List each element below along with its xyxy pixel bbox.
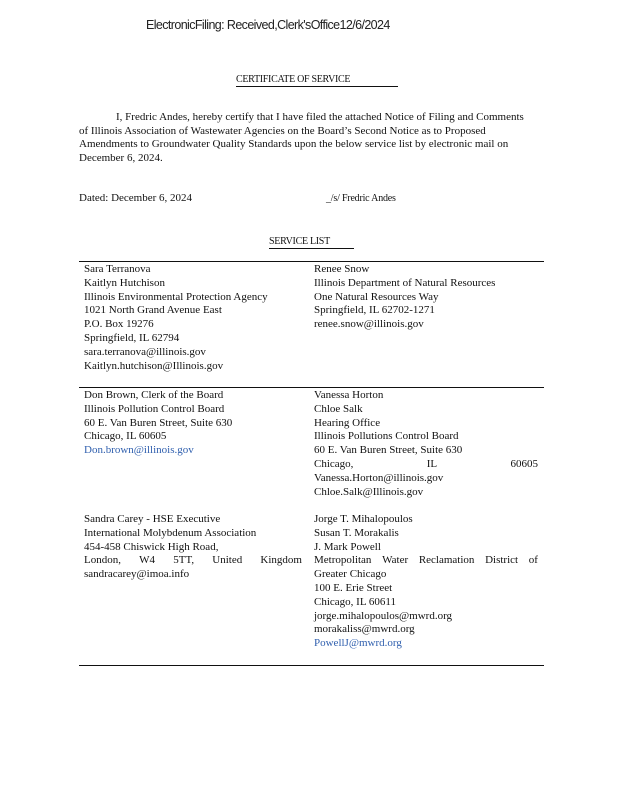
spread-word: United [212, 554, 243, 567]
email: Chloe.Salk@Illinois.gov [314, 485, 424, 498]
spread-word: Chicago, [314, 457, 354, 470]
contact-name: Renee Snow [314, 263, 370, 275]
address-line: 454-458 Chiswick High Road, [84, 540, 219, 553]
organization: International Molybdenum Association [84, 526, 257, 539]
organization [314, 554, 538, 568]
divider [79, 665, 544, 666]
address-line: Chicago, IL 60605 [84, 430, 167, 443]
spread-word: Reclamation [418, 554, 475, 567]
department: Hearing Office [314, 416, 381, 429]
organization: Illinois Environmental Protection Agency [84, 290, 268, 303]
address-line: P.O. Box 19276 [84, 318, 154, 331]
spread-word: Kingdom [260, 554, 302, 567]
contact-name: Sandra Carey - HSE Executive [84, 513, 221, 525]
service-entry-pcb-clerk [84, 389, 306, 458]
address-line: 60 E. Van Buren Street, Suite 630 [84, 416, 233, 429]
organization: Illinois Department of Natural Resources [314, 276, 496, 289]
service-entry-idnr [314, 263, 538, 332]
spread-word: London, [84, 554, 121, 567]
certificate-title: CERTIFICATE OF SERVICE [236, 73, 398, 87]
address-line: 60 E. Van Buren Street, Suite 630 [314, 444, 463, 457]
spread-word: 5TT, [173, 554, 195, 567]
address-line: 100 E. Erie Street [314, 581, 393, 594]
email: morakaliss@mwrd.org [314, 623, 415, 636]
email: renee.snow@illinois.gov [314, 318, 424, 331]
spread-word: 60605 [510, 457, 538, 470]
certification-text: I, Fredric Andes, hereby certify that I have filed the attached Notice of Filing and Comments of Illinois Association of Wastewater Agencies on the Board’s Second Notice as to Proposed Amendments to Groundwater Quality Standards upon the below service list by electronic mail on December 6, 2024. [79, 111, 524, 164]
spread-word: of [528, 554, 538, 567]
dated-line: Dated: December 6, 2024 [79, 192, 193, 204]
spread-word: IL [426, 457, 438, 470]
contact-name: Chloe Salk [314, 402, 363, 415]
divider [79, 261, 544, 262]
email-link[interactable]: PowellJ@mwrd.org [314, 637, 402, 650]
service-entry-pcb-hearing [314, 389, 538, 499]
address-line: Springfield, IL 62702-1271 [314, 304, 435, 317]
organization: Greater Chicago [314, 568, 387, 581]
city-state-zip [314, 458, 538, 472]
spread-word: Metropolitan [314, 554, 372, 567]
service-entry-epa [84, 263, 306, 373]
contact-name: Vanessa Horton [314, 389, 384, 401]
service-list-title: SERVICE LIST [269, 235, 354, 249]
organization: Illinois Pollutions Control Board [314, 430, 459, 443]
email: sandracarey@imoa.info [84, 568, 190, 581]
divider [79, 387, 544, 388]
service-entry-mwrd [314, 513, 538, 651]
electronic-filing-stamp: ElectronicFiling: Received,Clerk'sOffice12/6/2024 [146, 18, 390, 32]
contact-name: Kaitlyn Hutchison [84, 276, 165, 289]
contact-name: J. Mark Powell [314, 540, 381, 553]
service-entry-imoa [84, 513, 302, 582]
contact-name: Jorge T. Mihalopoulos [314, 513, 413, 525]
spread-word: Water [382, 554, 409, 567]
certification-paragraph [79, 111, 529, 165]
email: sara.terranova@illinois.gov [84, 345, 206, 358]
address-line: One Natural Resources Way [314, 290, 439, 303]
contact-name: Susan T. Morakalis [314, 526, 399, 539]
email: Vanessa.Horton@illinois.gov [314, 471, 444, 484]
email: jorge.mihalopoulos@mwrd.org [314, 609, 453, 622]
signature: _/s/ Fredric Andes [326, 193, 396, 204]
spread-word: W4 [139, 554, 156, 567]
contact-name: Sara Terranova [84, 263, 151, 275]
contact-name: Don Brown, Clerk of the Board [84, 389, 224, 401]
city-country [84, 554, 302, 568]
spread-word: District [485, 554, 519, 567]
address-line: 1021 North Grand Avenue East [84, 304, 222, 317]
email: Kaitlyn.hutchison@Illinois.gov [84, 359, 224, 372]
email-link[interactable]: Don.brown@illinois.gov [84, 444, 194, 457]
organization: Illinois Pollution Control Board [84, 402, 225, 415]
address-line: Chicago, IL 60611 [314, 595, 396, 608]
address-line: Springfield, IL 62794 [84, 331, 180, 344]
